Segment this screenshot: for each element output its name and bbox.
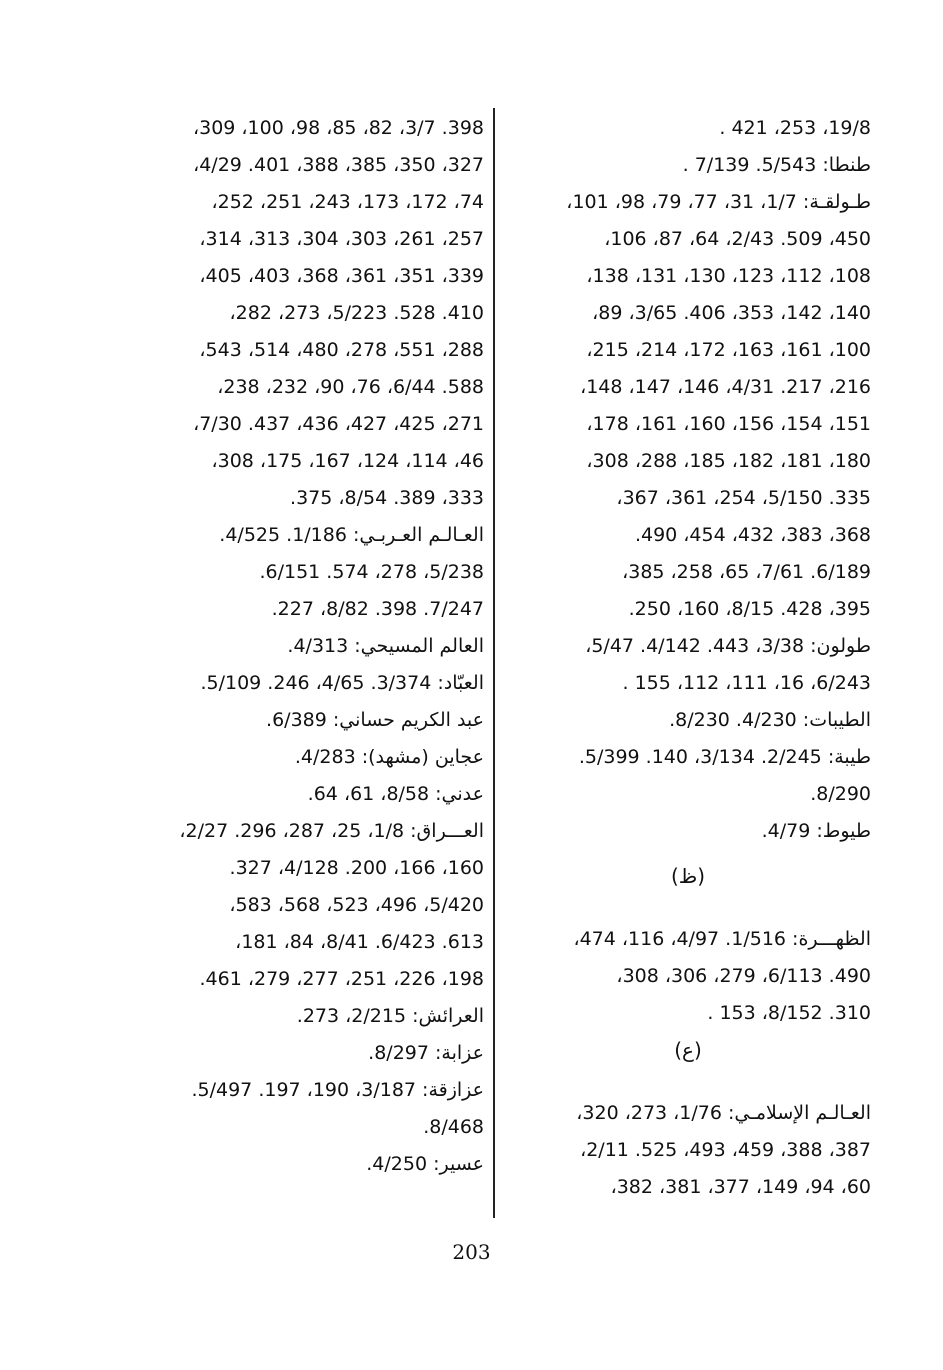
index-line: 490. 6/113، 279، 306، 308، <box>616 965 871 987</box>
index-line: 6/189. 7/61، 65، 258، 385، <box>622 561 871 583</box>
section-heading-ain: (ع) <box>674 1038 702 1062</box>
index-line: 339، 351، 361، 368، 403، 405، <box>199 265 484 287</box>
index-line: 151، 154، 156، 160، 161، 178، <box>586 413 871 435</box>
index-line: 450، 509. 2/43، 64، 87، 106، <box>604 228 871 250</box>
index-entry-iraq: العـــراق: 1/8، 25، 287، 296. 2/27، <box>179 820 484 842</box>
index-entry-tiba: طيبة: 2/245. 3/134، 140. 5/399. <box>578 746 871 768</box>
index-entry-ajayen: عجاين (مشهد): 4/283. <box>294 746 484 768</box>
index-entry-tayyibat: الطيبات: 4/230. 8/230. <box>669 709 871 731</box>
index-line: 310. 8/152، 153 . <box>707 1002 871 1024</box>
index-line: 160، 166، 200. 4/128، 327. <box>229 857 484 879</box>
index-line: 387، 388، 459، 493، 525. 2/11، <box>580 1139 871 1161</box>
index-entry-azazga: عزازقة: 3/187، 190، 197. 5/497. <box>191 1079 484 1101</box>
index-line: 180، 181، 182، 185، 288، 308، <box>586 450 871 472</box>
index-line: 108، 112، 123، 130، 131، 138، <box>586 265 871 287</box>
index-line: 216، 217. 4/31، 146، 147، 148، <box>580 376 871 398</box>
index-line: 257، 261، 303، 304، 313، 314، <box>199 228 484 250</box>
index-line: 327، 350، 385، 388، 401. 4/29، <box>193 154 484 176</box>
index-entry-azzaba: عزابة: 8/297. <box>368 1042 484 1064</box>
index-line: 74، 172، 173، 243، 251، 252، <box>211 191 484 213</box>
left-index-column <box>118 110 484 1183</box>
right-index-column <box>505 110 871 1206</box>
index-line: 333، 389. 8/54، 375. <box>290 487 484 509</box>
index-line: 588. 6/44، 76، 90، 232، 238، <box>217 376 484 398</box>
index-line: 198، 226، 251، 277، 279، 461. <box>199 968 484 990</box>
index-entry-larache: العرائش: 2/215، 273. <box>296 1005 484 1027</box>
index-entry-dhahra: الظهـــرة: 1/516. 4/97، 116، 474، <box>573 928 871 950</box>
index-line: 8/468. <box>423 1116 484 1138</box>
index-entry-abbad: العبّاد: 3/374. 4/65، 246. 5/109. <box>200 672 484 694</box>
index-line: 410. 528. 5/223، 273، 282، <box>229 302 484 324</box>
index-line: 398. 3/7، 82، 85، 98، 100، 309، <box>192 117 484 139</box>
index-entry-toulon: طولون: 3/38، 443. 4/142. 5/47، <box>585 635 871 657</box>
index-line: 6/243، 16، 111، 112، 155 . <box>622 672 871 694</box>
index-entry-arab-world: العـالـم العـربـي: 1/186. 4/525. <box>219 524 484 546</box>
index-line: 335. 5/150، 254، 361، 367، <box>616 487 871 509</box>
column-divider <box>493 108 495 1218</box>
index-line: 60، 94، 149، 377، 381، 382، <box>610 1176 871 1198</box>
index-line: 5/238، 278، 574. 6/151. <box>259 561 484 583</box>
index-line: 271، 425، 427، 436، 437. 7/30، <box>193 413 484 435</box>
index-entry-abdelkrim-hassani: عبد الكريم حساني: 6/389. <box>266 709 484 731</box>
index-line: 395، 428. 8/15، 160، 250. <box>628 598 871 620</box>
index-entry-asir: عسير: 4/250. <box>366 1153 484 1175</box>
index-entry-tiout: طيوط: 4/79. <box>761 820 871 842</box>
index-entry-tanta: طنطا: 5/543. 7/139 . <box>682 154 871 176</box>
index-line: 288، 551، 278، 480، 514، 543، <box>199 339 484 361</box>
section-heading-za: (ظ) <box>670 864 706 888</box>
index-entry-adni: عدني: 8/58، 61، 64. <box>307 783 484 805</box>
index-line: 46، 114، 124، 167، 175، 308، <box>211 450 484 472</box>
index-line: 7/247. 398. 8/82، 227. <box>271 598 484 620</box>
index-line: 613. 6/423. 8/41، 84، 181، <box>235 931 484 953</box>
index-line: 19/8، 253، 421 . <box>719 117 871 139</box>
index-line: 8/290. <box>810 783 871 805</box>
index-entry-tolga: طـولقـة: 1/7، 31، 77، 79، 98، 101، <box>566 191 871 213</box>
index-line: 100، 161، 163، 172، 214، 215، <box>586 339 871 361</box>
index-line: 5/420، 496، 523، 568، 583، <box>229 894 484 916</box>
index-line: 140، 142، 353، 406. 3/65، 89، <box>592 302 871 324</box>
index-entry-christian-world: العالم المسيحي: 4/313. <box>287 635 484 657</box>
page-number: 203 <box>452 1240 491 1264</box>
index-line: 368، 383، 432، 454، 490. <box>634 524 871 546</box>
index-entry-islamic-world: العـالـم الإسلامـي: 1/76، 273، 320، <box>576 1102 871 1124</box>
